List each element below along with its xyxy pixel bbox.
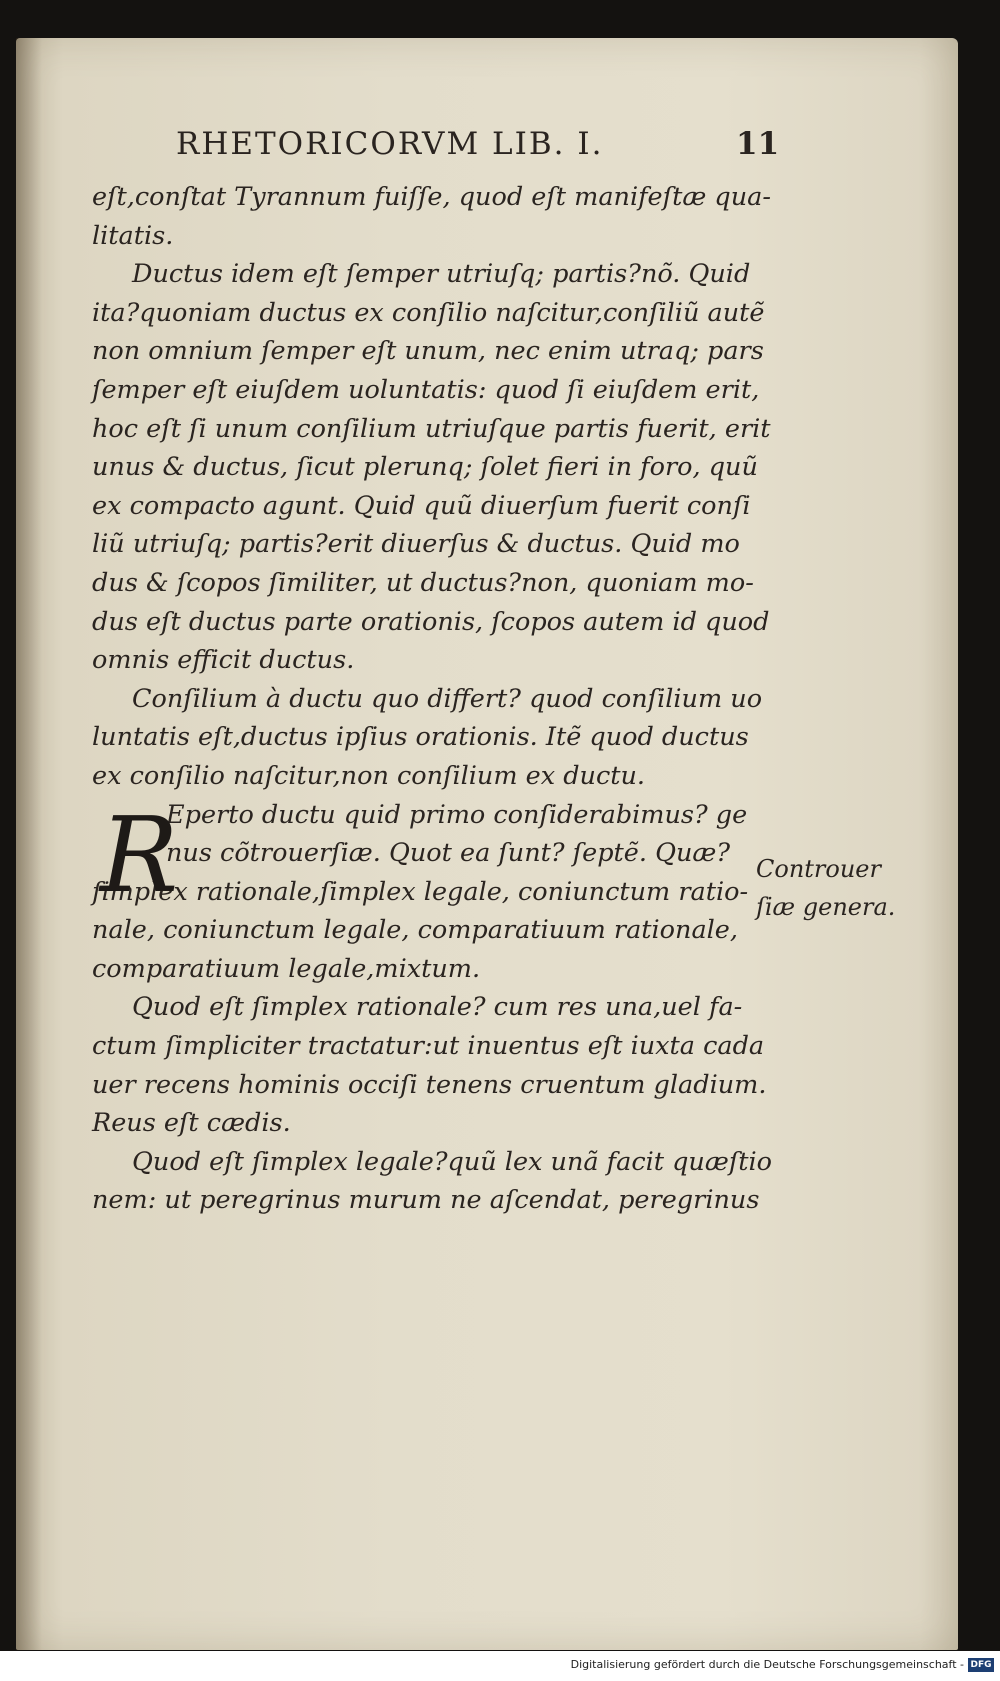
digitization-footer: [0, 1651, 1000, 1681]
text-line: comparatiuum legale,mixtum.: [92, 953, 481, 984]
page-header: [176, 126, 816, 176]
text-line: uer recens hominis occiſi tenens cruentum gladium.: [92, 1069, 767, 1100]
text-line: Ductus idem eſt ſemper utriuſq; partis?nõ. Quid: [132, 259, 751, 290]
folio-number: 11: [736, 126, 780, 162]
body-text: [92, 178, 773, 1220]
funding-notice: Digitalisierung gefördert durch die Deutsche Forschungsgemeinschaft -: [570, 1658, 964, 1671]
text-line: Eperto ductu quid primo conſiderabimus? ge: [166, 799, 748, 830]
text-line: eſt,conſtat Tyrannum fuiſſe, quod eſt manifeſtæ qua-: [92, 182, 771, 212]
dfg-logo: DFG: [968, 1658, 994, 1672]
text-line: Quod eſt ſimplex rationale? cum res una,uel fa-: [132, 992, 743, 1023]
text-line: nem: ut peregrinus murum ne aſcendat, peregrinus: [92, 1185, 760, 1216]
margin-note: [756, 850, 926, 926]
text-line: omnis efficit ductus.: [92, 645, 355, 676]
text-line: Quod eſt ſimplex legale?quũ lex unã facit quæſtio: [132, 1146, 773, 1177]
text-line: unus & ductus, ſicut plerunq; ſolet fieri in foro, quũ: [92, 452, 758, 483]
text-line: hoc eſt ſi unum conſilium utriuſque partis fuerit, erit: [92, 413, 771, 444]
text-line: dus eſt ductus parte orationis, ſcopos autem id quod: [92, 606, 770, 637]
text-line: ita?quoniam ductus ex conſilio naſcitur,conſiliũ autẽ: [92, 297, 765, 328]
text-line: ex compacto agunt. Quid quũ diuerſum fuerit conſi: [92, 490, 751, 521]
drop-cap-initial: R: [100, 794, 179, 916]
margin-note-line: Controuer: [756, 855, 881, 883]
text-line: liũ utriuſq; partis?erit diuerſus & ductus. Quid mo: [92, 529, 740, 560]
text-line: dus & ſcopos ſimiliter, ut ductus?non, quoniam mo-: [92, 567, 754, 598]
text-line: litatis.: [92, 220, 174, 251]
margin-note-line: ſiæ genera.: [756, 893, 896, 921]
text-line: ctum ſimpliciter tractatur:ut inuentus eſt iuxta cada: [92, 1031, 765, 1062]
text-line: nus cõtrouerſiæ. Quot ea ſunt? ſeptẽ. Quæ?: [166, 838, 731, 869]
text-line: Reus eſt cædis.: [92, 1108, 291, 1139]
gutter-shadow: [16, 38, 42, 1650]
text-line: luntatis eſt,ductus ipſius orationis. Itẽ quod ductus: [92, 722, 749, 753]
running-title: RHETORICORVM LIB. I.: [176, 126, 604, 162]
book-page: [16, 38, 958, 1650]
text-line: ſemper eſt eiuſdem uoluntatis: quod ſi eiuſdem erit,: [92, 374, 760, 405]
text-line: nale, coniunctum legale, comparatiuum rationale,: [92, 915, 739, 946]
text-line: Conſilium à ductu quo differt? quod conſilium uo: [132, 683, 763, 714]
text-line: ex conſilio naſcitur,non conſilium ex ductu.: [92, 760, 646, 791]
text-line: non omnium ſemper eſt unum, nec enim utraq; pars: [92, 336, 764, 367]
text-line: ſimplex rationale,ſimplex legale, coniunctum ratio-: [92, 876, 749, 907]
